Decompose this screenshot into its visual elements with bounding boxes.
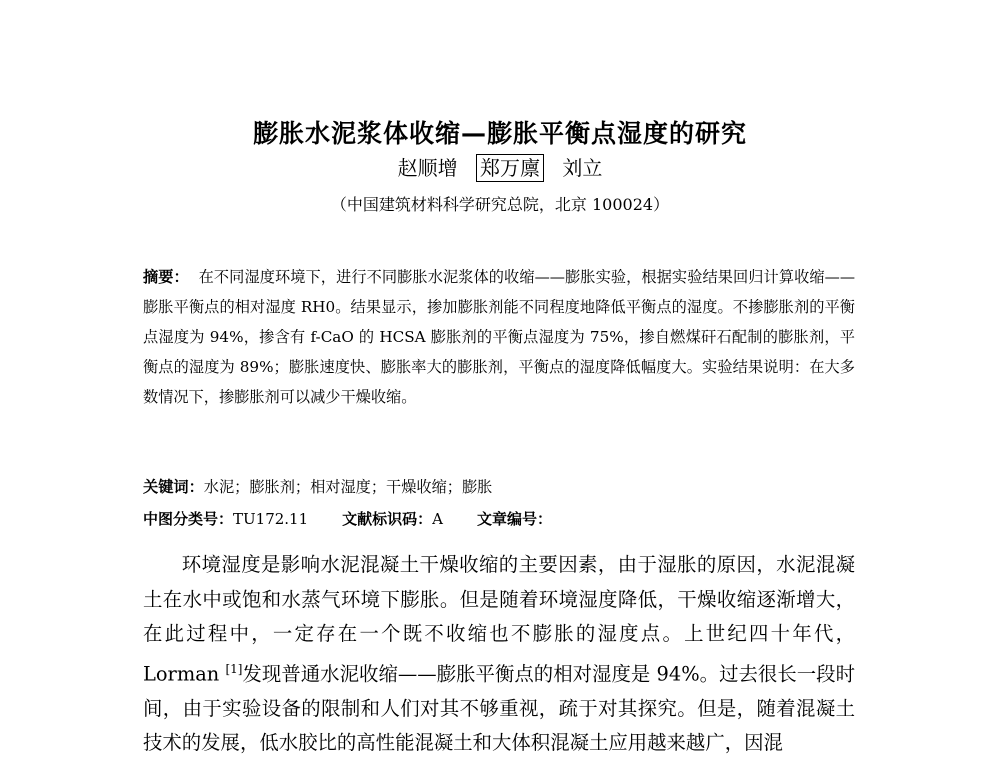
body-text-part-1: 环境湿度是影响水泥混凝土干燥收缩的主要因素，由于湿胀的原因，水泥混凝土在水中或饱和水蒸气环境下膨胀。但是随着环境湿度降低，干燥收缩逐渐增大，在此过程中，一定存在一个既不收缩也不膨胀的湿度点。上世纪四十年代，Lorman [143,553,855,686]
author-list [0,152,1000,182]
affiliation: （中国建筑材料科学研究总院，北京 100024） [330,195,670,214]
author-3: 刘立 [562,156,603,180]
author-1: 赵顺增 [397,156,458,180]
citation-ref: [1] [225,661,243,676]
abstract-block [143,262,855,412]
doc-code-label: 文献标识码： [342,510,433,528]
author-2-boxed: 郑万廪 [476,154,544,182]
clc-label: 中图分类号： [143,510,234,528]
doc-code-value: A [432,510,444,528]
keywords-block [143,474,855,500]
paper-title: 膨胀水泥浆体收缩—膨胀平衡点湿度的研究 [252,119,747,148]
body-paragraph [143,548,855,761]
abstract-label: 摘要： [143,268,189,286]
article-number-label: 文章编号： [477,510,553,528]
keywords-text: 水泥；膨胀剂；相对湿度；干燥收缩；膨胀 [203,478,493,496]
body-text-part-2: 发现普通水泥收缩——膨胀平衡点的相对湿度是 94%。过去很长一段时间，由于实验设备的限制和人们对其不够重视，疏于对其探究。但是，随着混凝土技术的发展，低水胶比的高性能混凝土和大体积混凝土应用越来越广，因混 [143,662,855,755]
abstract-text: 在不同湿度环境下，进行不同膨胀水泥浆体的收缩——膨胀实验，根据实验结果回归计算收缩——膨胀平衡点的相对湿度 RH0。结果显示，掺加膨胀剂能不同程度地降低平衡点的湿度。不掺膨胀剂的平衡点湿度为 94%，掺含有 f-CaO 的 HCSA 膨胀剂的平衡点湿度为 75%，掺自燃煤矸石配制的膨胀剂，平衡点的湿度为 89%；膨胀速度快、膨胀率大的膨胀剂，平衡点的湿度降低幅度大。实验结果说明：在大多数情况下，掺膨胀剂可以减少干燥收缩。 [143,268,856,406]
keywords-label: 关键词： [143,478,204,496]
classification-line [143,506,855,532]
clc-value: TU172.11 [233,510,309,528]
